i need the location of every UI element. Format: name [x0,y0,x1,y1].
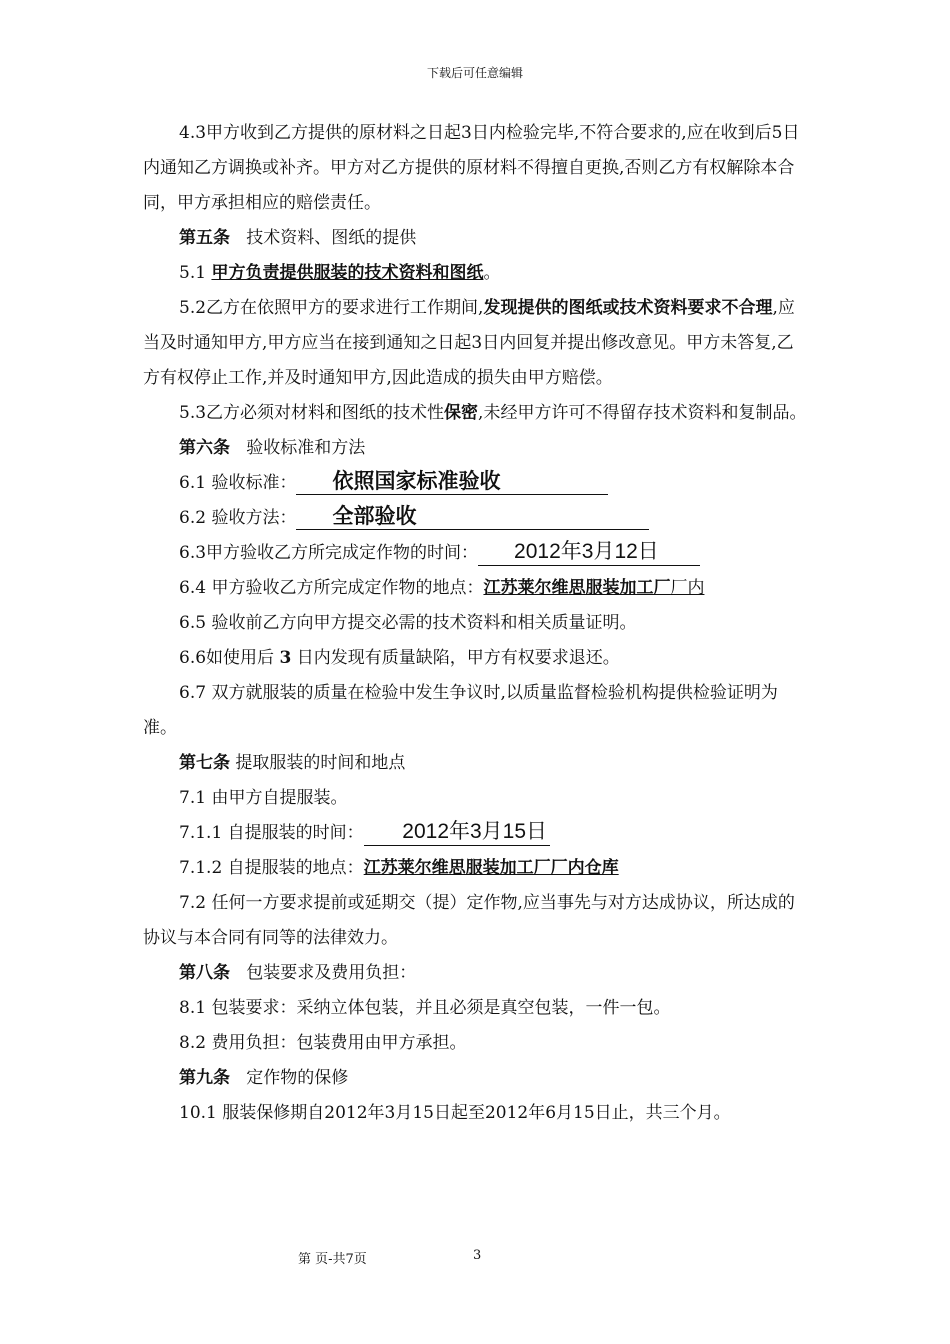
clause-6-7: 6.7 双方就服装的质量在检验中发生争议时,以质量监督检验机构提供检验证明为准。 [143,683,778,738]
clause-6-3-label: 6.3甲方验收乙方所完成定作物的时间： [179,543,479,563]
document-body [143,116,808,1131]
page-header-note: 下载后可任意编辑 [426,66,523,80]
clause-6-5: 6.5 验收前乙方向甲方提交必需的技术资料和相关质量证明。 [179,613,637,633]
article-9-heading [143,1061,808,1096]
clause-6-4-end: 厂内 [670,578,705,598]
clause-8-2: 8.2 费用负担：包装费用由甲方承担。 [179,1033,467,1053]
clause-5-3 [143,396,808,431]
article-8-text: 包装要求及费用负担： [246,963,417,983]
article-5-title: 第五条 [179,228,230,248]
article-7-title: 第七条 [179,753,230,773]
clause-5-2 [143,291,808,396]
clause-6-1-value: 依照国家标准验收 [296,468,608,495]
clause-6-4 [143,571,808,606]
clause-7-1-2-value: 江苏莱尔维思服装加工厂厂内仓库 [363,858,619,878]
clause-7-1-2 [143,851,808,886]
clause-6-4-value: 江苏莱尔维思服装加工厂 [483,578,671,598]
clause-5-1 [143,256,808,291]
clause-8-1: 8.1 包装要求：采纳立体包装，并且必须是真空包装，一件一包。 [179,998,671,1018]
clause-4-3: 4.3甲方收到乙方提供的原材料之日起3日内检验完毕,不符合要求的,应在收到后5日内通知乙方调换或补齐。甲方对乙方提供的原材料不得擅自更换,否则乙方有权解除本合同，甲方承担相应的赔偿责任。 [143,123,800,213]
clause-7-1-1 [143,816,808,851]
clause-7-2: 7.2 任何一方要求提前或延期交（提）定作物,应当事先与对方达成协议，所达成的协议与本合同有同等的法律效力。 [143,893,795,948]
clause-5-2-c: ,应当及时通知甲方,甲方应当在接到通知之日起3日内回复并提出修改意见。甲方未答复,乙方有权停止工作,并及时通知甲方,因此造成的损失由甲方赔偿。 [143,298,795,388]
article-5-heading [143,221,808,256]
article-5-text: 技术资料、图纸的提供 [246,228,417,248]
clause-5-3-c: ,未经甲方许可不得留存技术资料和复制品。 [478,403,807,423]
page-count-label: 第 页-共7页 [298,1252,367,1267]
clause-6-2-label: 6.2 验收方法： [179,508,297,528]
clause-6-3 [143,536,808,571]
clause-6-2-value: 全部验收 [296,503,649,530]
clause-6-6-c: 日内发现有质量缺陷，甲方有权要求退还。 [296,648,620,668]
clause-7-1-1-label: 7.1.1 自提服装的时间： [179,823,364,843]
article-6-title: 第六条 [179,438,230,458]
clause-5-1-end: 。 [483,263,501,283]
clause-10-1: 10.1 服装保修期自2012年3月15日起至2012年6月15日止，共三个月。 [179,1103,731,1123]
article-6-text: 验收标准和方法 [246,438,366,458]
clause-6-6-b: 3 [279,648,292,668]
article-9-title: 第九条 [179,1068,230,1088]
clause-5-1-text: 甲方负责提供服装的技术资料和图纸 [211,263,484,283]
clause-5-2-a: 5.2乙方在依照甲方的要求进行工作期间, [179,298,484,318]
article-7-heading [143,746,808,781]
clause-7-1: 7.1 由甲方自提服装。 [179,788,348,808]
clause-5-1-number: 5.1 [179,263,207,283]
article-7-text: 提取服装的时间和地点 [235,753,406,773]
clause-6-6-a: 6.6如使用后 [179,648,275,668]
clause-7-1-2-label: 7.1.2 自提服装的地点： [179,858,364,878]
clause-6-1-label: 6.1 验收标准： [179,473,297,493]
article-9-text: 定作物的保修 [246,1068,349,1088]
clause-5-3-b: 保密 [444,403,479,423]
article-8-heading [143,956,808,991]
article-6-heading [143,431,808,466]
clause-5-2-b: 发现提供的图纸或技术资料要求不合理 [483,298,773,318]
clause-6-1 [143,466,808,501]
clause-6-4-label: 6.4 甲方验收乙方所完成定作物的地点： [179,578,484,598]
clause-7-1-1-value: 2012年3月15日 [364,819,550,846]
clause-5-3-a: 5.3乙方必须对材料和图纸的技术性 [179,403,445,423]
page-number: 3 [473,1248,482,1263]
clause-6-3-value: 2012年3月12日 [478,539,700,566]
clause-6-2 [143,501,808,536]
article-8-title: 第八条 [179,963,230,983]
clause-6-6 [143,641,808,676]
